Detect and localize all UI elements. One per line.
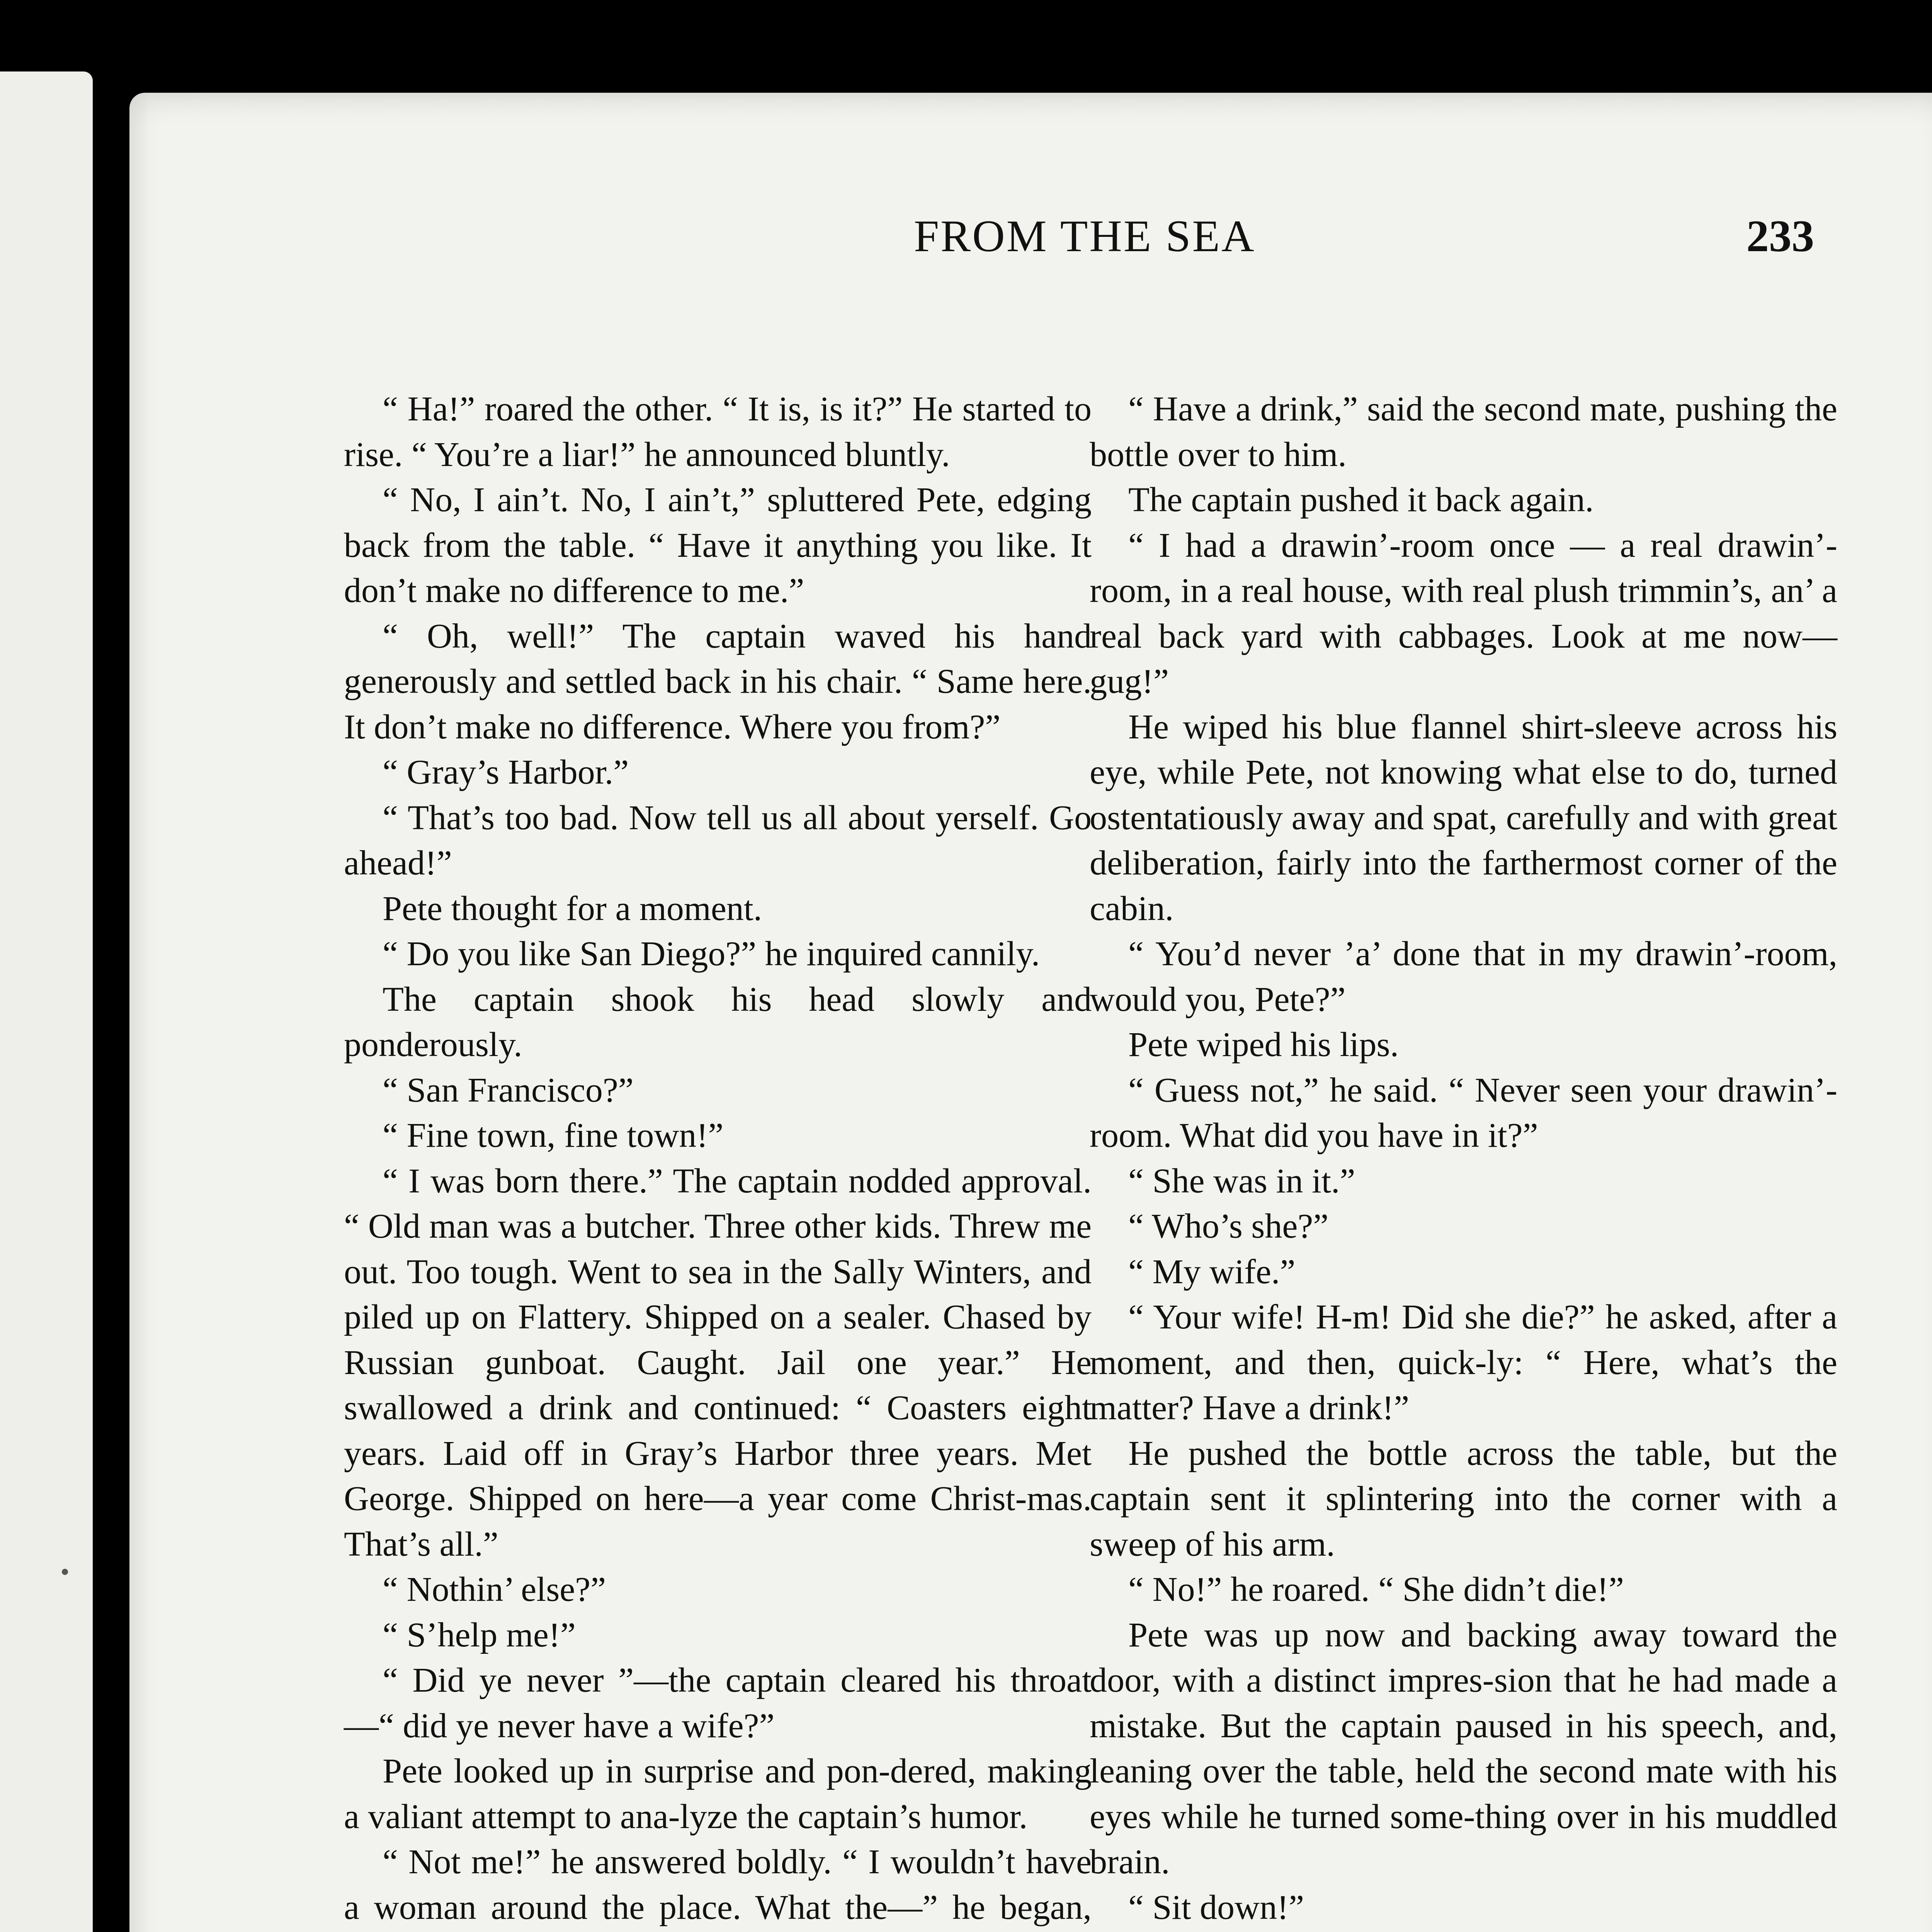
paragraph: “ Not me!” he answered boldly. “ I wouldn’t have a woman around the place. What the—” he began, [344,1843,1092,1927]
paragraph: The captain pushed it back again. [1128,481,1594,519]
paragraph: “ Sit down!” [1128,1888,1304,1927]
paragraph: Pete wiped his lips. [1128,1026,1399,1064]
paragraph: Pete thought for a moment. [383,889,762,928]
paragraph: “ Oh, well!” The captain waved his hand generously and settled back in his chair. “ Same here. It don’t make no difference. Where you from?” [344,617,1092,746]
paragraph: “ Your wife! H-m! Did she die?” he asked, after a moment, and then, quick-ly: “ Here, what’s the matter? Have a drink!” [1090,1298,1837,1427]
paragraph: “ Gray’s Harbor.” [383,753,629,791]
paragraph: “ Do you like San Diego?” he inquired cannily. [383,935,1040,973]
paragraph: The captain shook his head slowly and ponderously. [344,980,1092,1064]
paragraph: “ I was born there.” The captain nodded approval. “ Old man was a butcher. Three other kids. Threw me out. Too tough. Went to sea in the Sally Winters, and piled up on Flattery. Shipped on a sealer. Chased by Russian gunboat. Caught. Jail one year.” He swallowed a drink and continued: “ Coasters eight years. Laid off in Gray’s Harbor three years. Met George. Shipped on here—a year come Christ-mas. That’s all.” [344,1162,1092,1563]
right-column-text-before-section [1090,386,1837,1932]
paragraph: “ Who’s she?” [1128,1207,1329,1245]
paragraph: He pushed the bottle across the table, but the captain sent it splintering into the corner with a sweep of his arm. [1090,1434,1837,1563]
paragraph [1090,1930,1837,1932]
previous-page-edge [0,71,93,1932]
paragraph: He wiped his blue flannel shirt-sleeve across his eye, while Pete, not knowing what else to do, turned ostentatiously away and spat, carefully and with great deliberation, fairly into the farthermost corner of the cabin. [1090,707,1837,928]
paragraph: “ San Francisco?” [383,1071,634,1109]
paragraph: Pete was up now and backing away toward the door, with a distinct impres-sion that he had made a mistake. But the captain paused in his speech, and, leaning over the table, held the second mate with his eyes while he turned some-thing over in his muddled brain. [1090,1616,1837,1881]
paragraph: “ Ha!” roared the other. “ It is, is it?” He started to rise. “ You’re a liar!” he announced bluntly. [344,390,1092,474]
paragraph: “ Guess not,” he said. “ Never seen your drawin’-room. What did you have in it?” [1090,1071,1837,1155]
right-column [1090,386,1837,1932]
paragraph: “ No, I ain’t. No, I ain’t,” spluttered Pete, edging back from the table. “ Have it anything you like. It don’t make no difference to me.” [344,481,1092,610]
paragraph: “ No!” he roared. “ She didn’t die!” [1128,1570,1624,1609]
paragraph: Pete looked up in surprise and pon-dered, making a valiant attempt to ana-lyze the captain’s humor. [344,1752,1092,1836]
paragraph: “ S’help me!” [383,1616,576,1654]
paragraph: “ That’s too bad. Now tell us all about yerself. Go ahead!” [344,798,1092,882]
paragraph: “ My wife.” [1128,1252,1296,1291]
paragraph: “ Fine town, fine town!” [383,1116,724,1155]
paragraph: “ You’d never ’a’ done that in my drawin’-room, would you, Pete?” [1090,935,1837,1019]
scan-speck [62,1569,68,1575]
page-number: 233 [1746,211,1814,261]
paragraph: “ I had a drawin’-room once — a real drawin’-room, in a real house, with real plush trimmin’s, an’ a real back yard with cabbages. Look at me now—gug!” [1090,526,1837,701]
left-column [344,386,1092,1932]
paragraph: “ Have a drink,” said the second mate, pushing the bottle over to him. [1090,390,1837,474]
paragraph: “ Nothin’ else?” [383,1570,606,1609]
running-head: FROM THE SEA [914,211,1256,261]
paragraph: “ Did ye never ”—the captain cleared his throat—“ did ye never have a wife?” [344,1661,1092,1745]
paragraph: “ She was in it.” [1128,1162,1355,1200]
